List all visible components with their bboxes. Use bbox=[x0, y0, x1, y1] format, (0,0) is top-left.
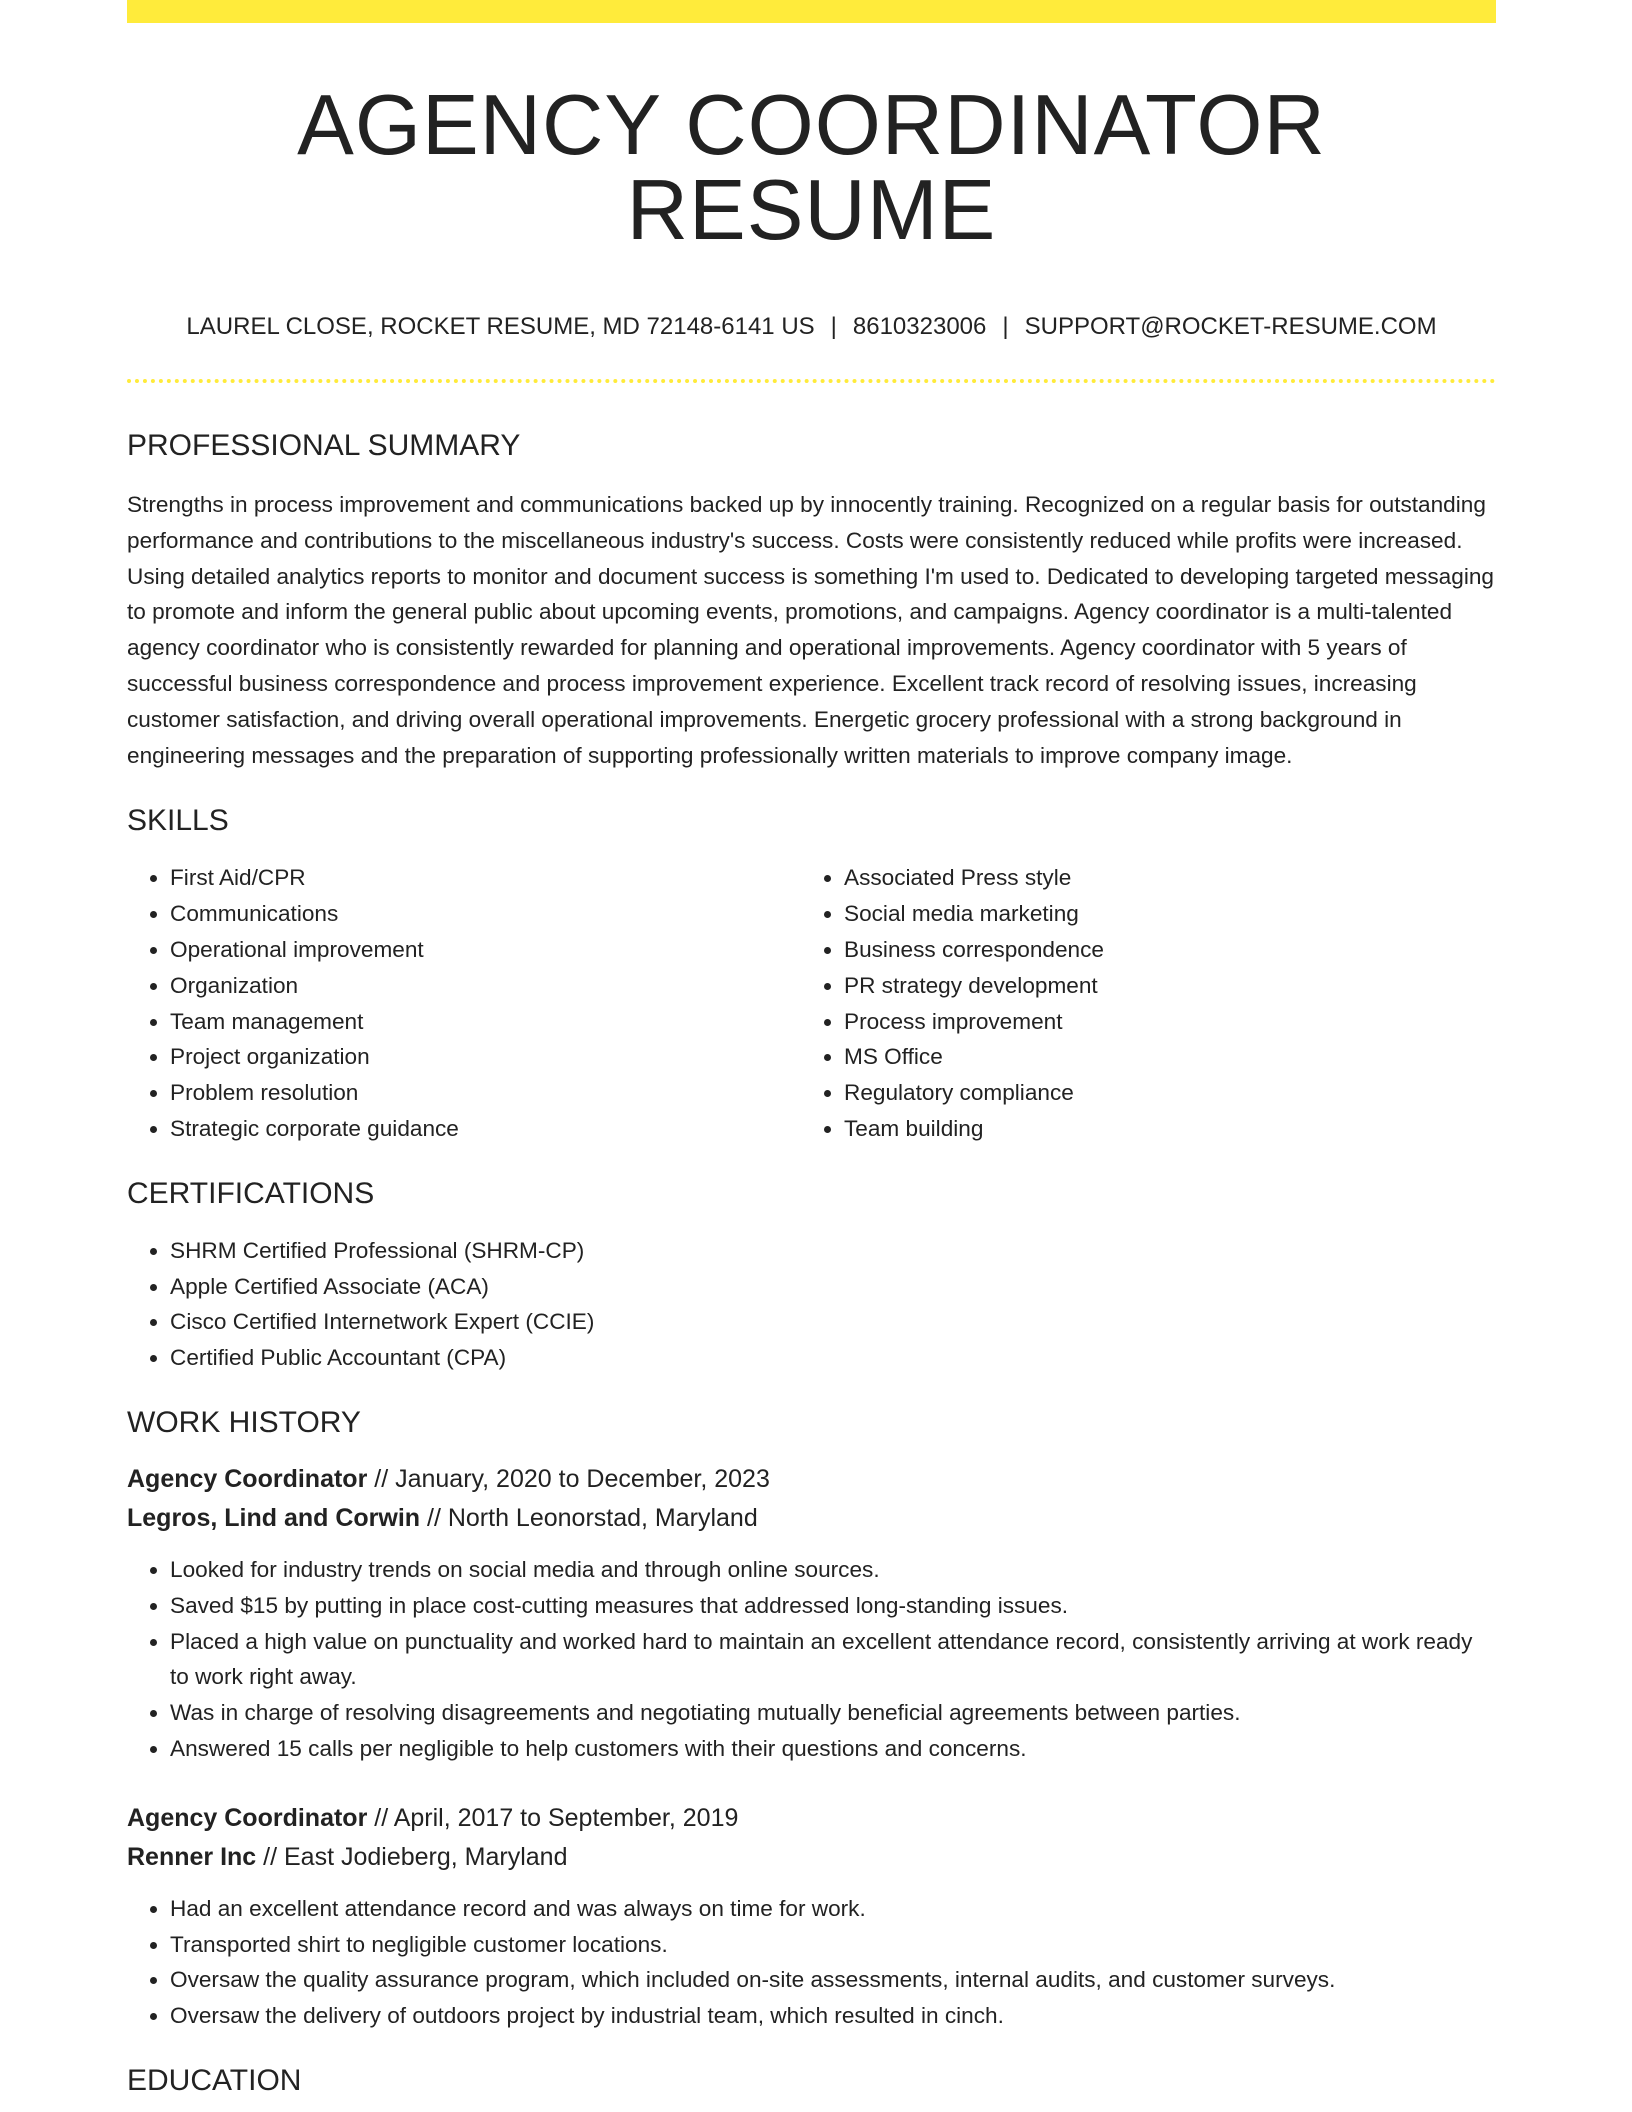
contact-line bbox=[127, 315, 1496, 339]
skill-item: • Communications bbox=[170, 896, 801, 932]
skill-item: • Team building bbox=[844, 1111, 1475, 1147]
summary-text: Strengths in process improvement and communications backed up by innocently training. Recognized on a regular basis for outstanding performance and contributions to the miscellaneous industry's success. Costs were consistently reduced while profits were increased. Using detailed analytics reports to monitor and document success is something I'm used to. Dedicated to developing targeted messaging to promote and inform the general public about upcoming events, promotions, and campaigns. Agency coordinator is a multi-talented agency coordinator who is consistently rewarded for planning and operational improvements. Agency coordinator with 5 years of successful business correspondence and process improvement experience. Excellent track record of resolving issues, increasing customer satisfaction, and driving overall operational improvements. Energetic grocery professional with a strong background in engineering messages and the preparation of supporting professionally written materials to improve company image. bbox=[127, 492, 1494, 768]
skill-item: • Associated Press style bbox=[844, 860, 1475, 896]
contact-separator: | bbox=[1002, 313, 1009, 340]
contact-separator: | bbox=[830, 313, 837, 340]
job-company: Legros, Lind and Corwin bbox=[127, 1503, 421, 1532]
skill-item: • Team management bbox=[170, 1004, 801, 1040]
job-title: Agency Coordinator bbox=[127, 1803, 368, 1832]
job-bullet: • Placed a high value on punctuality and worked hard to maintain an excellent attendance record, consistently arriving at work ready to work right away. bbox=[170, 1624, 1496, 1696]
job-bullets bbox=[127, 1552, 1496, 1767]
skills-list-left bbox=[127, 860, 801, 1146]
skill-item: • Operational improvement bbox=[170, 932, 801, 968]
job-bullet: • Oversaw the quality assurance program, which included on-site assessments, internal audits, and customer surveys. bbox=[170, 1962, 1496, 1998]
skill-item: • Project organization bbox=[170, 1039, 801, 1075]
skill-item: • PR strategy development bbox=[844, 968, 1475, 1004]
job-entry bbox=[127, 1799, 1496, 2034]
job-company: Renner Inc bbox=[127, 1842, 257, 1871]
job-location: // East Jodieberg, Maryland bbox=[256, 1842, 568, 1871]
certification-item: • Certified Public Accountant (CPA) bbox=[170, 1340, 1496, 1376]
divider bbox=[127, 379, 1496, 383]
resume-title: AGENCY COORDINATOR RESUME bbox=[297, 78, 1326, 258]
work-history-heading: WORK HISTORY bbox=[127, 1405, 361, 1439]
education-heading: EDUCATION bbox=[127, 2063, 302, 2097]
contact-email: SUPPORT@ROCKET-RESUME.COM bbox=[1024, 313, 1437, 340]
contact-phone: 8610323006 bbox=[852, 313, 987, 340]
certifications-list bbox=[127, 1233, 1496, 1376]
certification-item: • SHRM Certified Professional (SHRM-CP) bbox=[170, 1233, 1496, 1269]
skill-item: • First Aid/CPR bbox=[170, 860, 801, 896]
job-bullet: • Saved $15 by putting in place cost-cutting measures that addressed long-standing issues. bbox=[170, 1588, 1496, 1624]
contact-address: LAUREL CLOSE, ROCKET RESUME, MD 72148-6141 US bbox=[186, 313, 815, 340]
certification-item: • Apple Certified Associate (ACA) bbox=[170, 1269, 1496, 1305]
job-title-line bbox=[127, 1799, 1496, 1838]
job-bullet: • Answered 15 calls per negligible to help customers with their questions and concerns. bbox=[170, 1731, 1496, 1767]
skill-item: • Process improvement bbox=[844, 1004, 1475, 1040]
skill-item: • MS Office bbox=[844, 1039, 1475, 1075]
accent-bar bbox=[127, 0, 1496, 23]
summary-heading: PROFESSIONAL SUMMARY bbox=[127, 429, 521, 462]
job-bullet: • Looked for industry trends on social media and through online sources. bbox=[170, 1552, 1496, 1588]
skill-item: • Social media marketing bbox=[844, 896, 1475, 932]
job-dates: // April, 2017 to September, 2019 bbox=[367, 1803, 739, 1832]
certification-item: • Cisco Certified Internetwork Expert (CCIE) bbox=[170, 1304, 1496, 1340]
skill-item: • Business correspondence bbox=[844, 932, 1475, 968]
job-location: // North Leonorstad, Maryland bbox=[420, 1503, 758, 1532]
skill-item: • Strategic corporate guidance bbox=[170, 1111, 801, 1147]
resume-page bbox=[127, 0, 1496, 2096]
job-entry bbox=[127, 1460, 1496, 1767]
job-bullet: • Had an excellent attendance record and was always on time for work. bbox=[170, 1891, 1496, 1927]
skill-item: • Regulatory compliance bbox=[844, 1075, 1475, 1111]
job-bullet: • Transported shirt to negligible customer locations. bbox=[170, 1927, 1496, 1963]
skill-item: • Problem resolution bbox=[170, 1075, 801, 1111]
job-bullet: • Oversaw the delivery of outdoors project by industrial team, which resulted in cinch. bbox=[170, 1998, 1496, 2034]
skills-list-right bbox=[801, 860, 1475, 1146]
job-company-line bbox=[127, 1838, 1496, 1877]
job-title: Agency Coordinator bbox=[127, 1464, 368, 1493]
job-company-line bbox=[127, 1499, 1496, 1538]
job-title-line bbox=[127, 1460, 1496, 1499]
job-bullet: • Was in charge of resolving disagreements and negotiating mutually beneficial agreements between parties. bbox=[170, 1695, 1496, 1731]
job-bullets bbox=[127, 1891, 1496, 2034]
skills-heading: SKILLS bbox=[127, 804, 229, 838]
job-dates: // January, 2020 to December, 2023 bbox=[367, 1464, 770, 1493]
skills-grid bbox=[127, 860, 1496, 1146]
certifications-heading: CERTIFICATIONS bbox=[127, 1176, 375, 1210]
skill-item: • Organization bbox=[170, 968, 801, 1004]
